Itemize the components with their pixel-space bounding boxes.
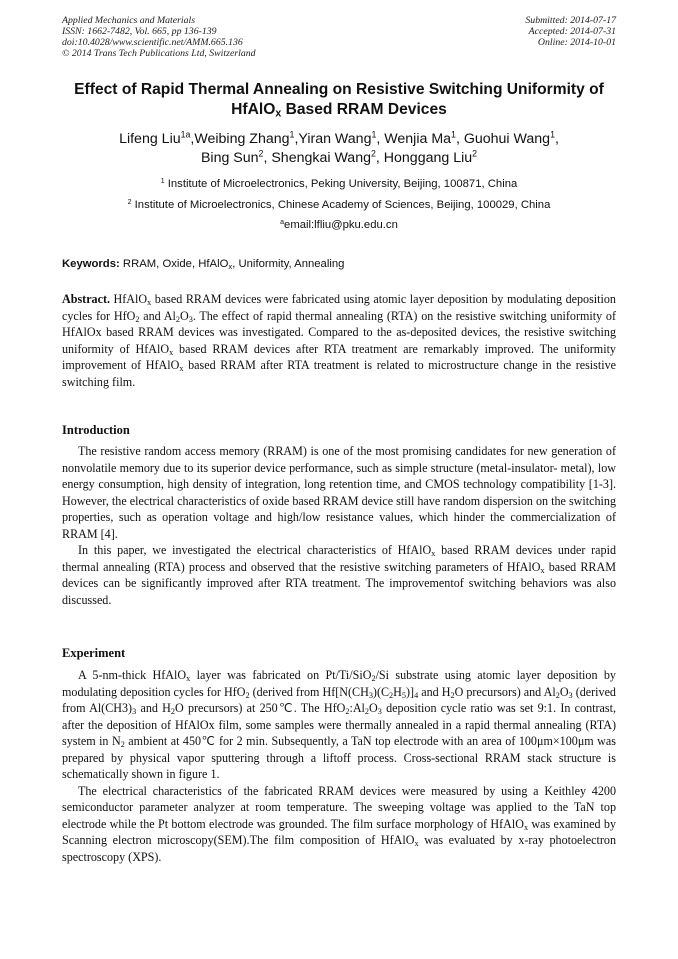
experiment-paragraph-2: The electrical characteristics of the fabricated RRAM devices were measured by using a Keithley 4200 semiconductor parameter analyzer at room temperature. The sweeping voltage was applied to the TaN top electrode while the Pt bottom electrode was grounded. The film surface morphology of HfAlO$_x$ was examined by Scanning electron microscopy(SEM).The film composition of HfAlO$_x$ was evaluated by x-ray photoelectron spectroscopy (XPS). xyxy=(62,783,617,864)
email-affiliation: $^a$email:lfliu@pku.edu.cn xyxy=(280,218,398,231)
submitted-date: Submitted: 2014-07-17 xyxy=(525,15,616,26)
online-date: Online: 2014-10-01 xyxy=(537,37,616,48)
paper-title xyxy=(40,80,638,120)
experiment-heading: Experiment xyxy=(62,646,126,660)
author: Lifeng Liu xyxy=(119,131,181,147)
affiliation-2: $^2$ Institute of Microelectronics, Chinese Academy of Sciences, Beijing, 100029, China xyxy=(127,198,551,211)
accepted-date: Accepted: 2014-07-31 xyxy=(528,26,616,37)
abstract: Abstract. HfAlO$_x$ based RRAM devices were fabricated using atomic layer deposition by modulating deposition cycles for HfO$_2$ and $Al_2O_3$. The effect of rapid thermal annealing (RTA) on the resistive switching uniformity of HfAlOx based RRAM devices was investigated. Compared to the as-deposited devices, the resistive switching uniformity of HfAlO$_x$ based RRAM devices after RTA treatment are remarkably improved. The uniformity improvement of HfAlO$_x$ based RRAM after RTA treatment is related to microstructure change in the resistive switching film. xyxy=(62,292,616,389)
journal-header-right xyxy=(525,15,616,48)
intro-paragraph-1: The resistive random access memory (RRAM) is one of the most promising candidates for new generation of nonvolatile memory due to its superior device performance, such as simple structure (metal-insulator- metal), low energy consumption, high density of integration, long retention time, and CMOS technology compatibility [1-3]. However, the electrical characteristics of oxide based RRAM device still have random dispersion on the switching properties, such as operation voltage and high/low resistance values, which hinder the commercialization of RRAM [4]. xyxy=(62,444,616,541)
doi-line: doi:10.4028/www.scientific.net/AMM.665.136 xyxy=(62,37,243,48)
keywords: Keywords: RRAM, Oxide, HfAlO$_x$, Uniformity, Annealing xyxy=(62,258,345,271)
intro-paragraph-2: In this paper, we investigated the electrical characteristics of HfAlO$_x$ based RRAM devices under rapid thermal annealing (RTA) process and observed that the resistive switching parameters of HfAlO$_x$ based RRAM devices can be significantly improved after RTA treatment. The improvementof switching behaviors was also discussed. xyxy=(62,543,616,607)
affiliation-1: $^1$ Institute of Microelectronics, Peking University, Beijing, 100871, China xyxy=(160,177,518,190)
issn-line: ISSN: 1662-7482, Vol. 665, pp 136-139 xyxy=(62,26,217,37)
author-line-1: Lifeng Liu$^{1a}$,Weibing Zhang$^1$,Yiran Wang$^1$, Wenjia Ma$^1$, Guohui Wang$^1$, xyxy=(119,129,559,147)
author-line-2: Bing Sun$^2$, Shengkai Wang$^2$, Honggang Liu$^2$ xyxy=(200,148,478,166)
author: Yiran Wang xyxy=(298,131,372,147)
author: Wenjia Ma xyxy=(384,131,452,147)
title-line-1: Effect of Rapid Thermal Annealing on Resistive Switching Uniformity of xyxy=(74,81,604,98)
author: Shengkai Wang xyxy=(271,149,371,166)
title-line-2: HfAlO$_x$ Based RRAM Devices xyxy=(231,101,447,120)
abstract-label: Abstract. xyxy=(62,292,111,306)
journal-header-left xyxy=(62,15,256,59)
journal-name: Applied Mechanics and Materials xyxy=(62,15,196,26)
email-link[interactable]: email:lfliu@pku.edu.cn xyxy=(284,219,398,231)
author: Honggang Liu xyxy=(383,149,473,166)
author: Bing Sun xyxy=(200,149,259,166)
author-list xyxy=(40,130,638,167)
keywords-label: Keywords: xyxy=(62,258,120,270)
introduction-body xyxy=(62,443,616,608)
introduction-heading: Introduction xyxy=(62,423,130,437)
author: Weibing Zhang xyxy=(194,131,290,147)
author: Guohui Wang xyxy=(463,131,551,147)
experiment-body xyxy=(62,667,616,865)
copyright-line: © 2014 Trans Tech Publications Ltd, Switzerland xyxy=(62,48,256,59)
experiment-paragraph-1: A 5-nm-thick HfAlO$_x$ layer was fabricated on Pt/Ti/SiO$_2$/Si substrate using atomic layer deposition by modulating deposition cycles for HfO$_2$ (derived from $Hf[N(CH_3)(C_2H_5)]_4$ and $H_2O$ precursors) and $Al_2O_3$ (derived from $Al(CH3)_3$ and $H_2O$ precursors) at 250℃. The $HfO_2:Al_2O_3$ deposition cycle ratio was set 9:1. In contrast, after the deposition of HfAlOx film, some samples were thermally annealed in a rapid thermal annealing (RTA) system in $N_2$ ambient at 450℃ for 2 min. Subsequently, a TaN top electrode with an area of 100μm×100μm was prepared by physical vapor sputtering through a liftoff process. Cross-sectional RRAM stack structure is schematically shown in figure 1. xyxy=(62,668,616,781)
